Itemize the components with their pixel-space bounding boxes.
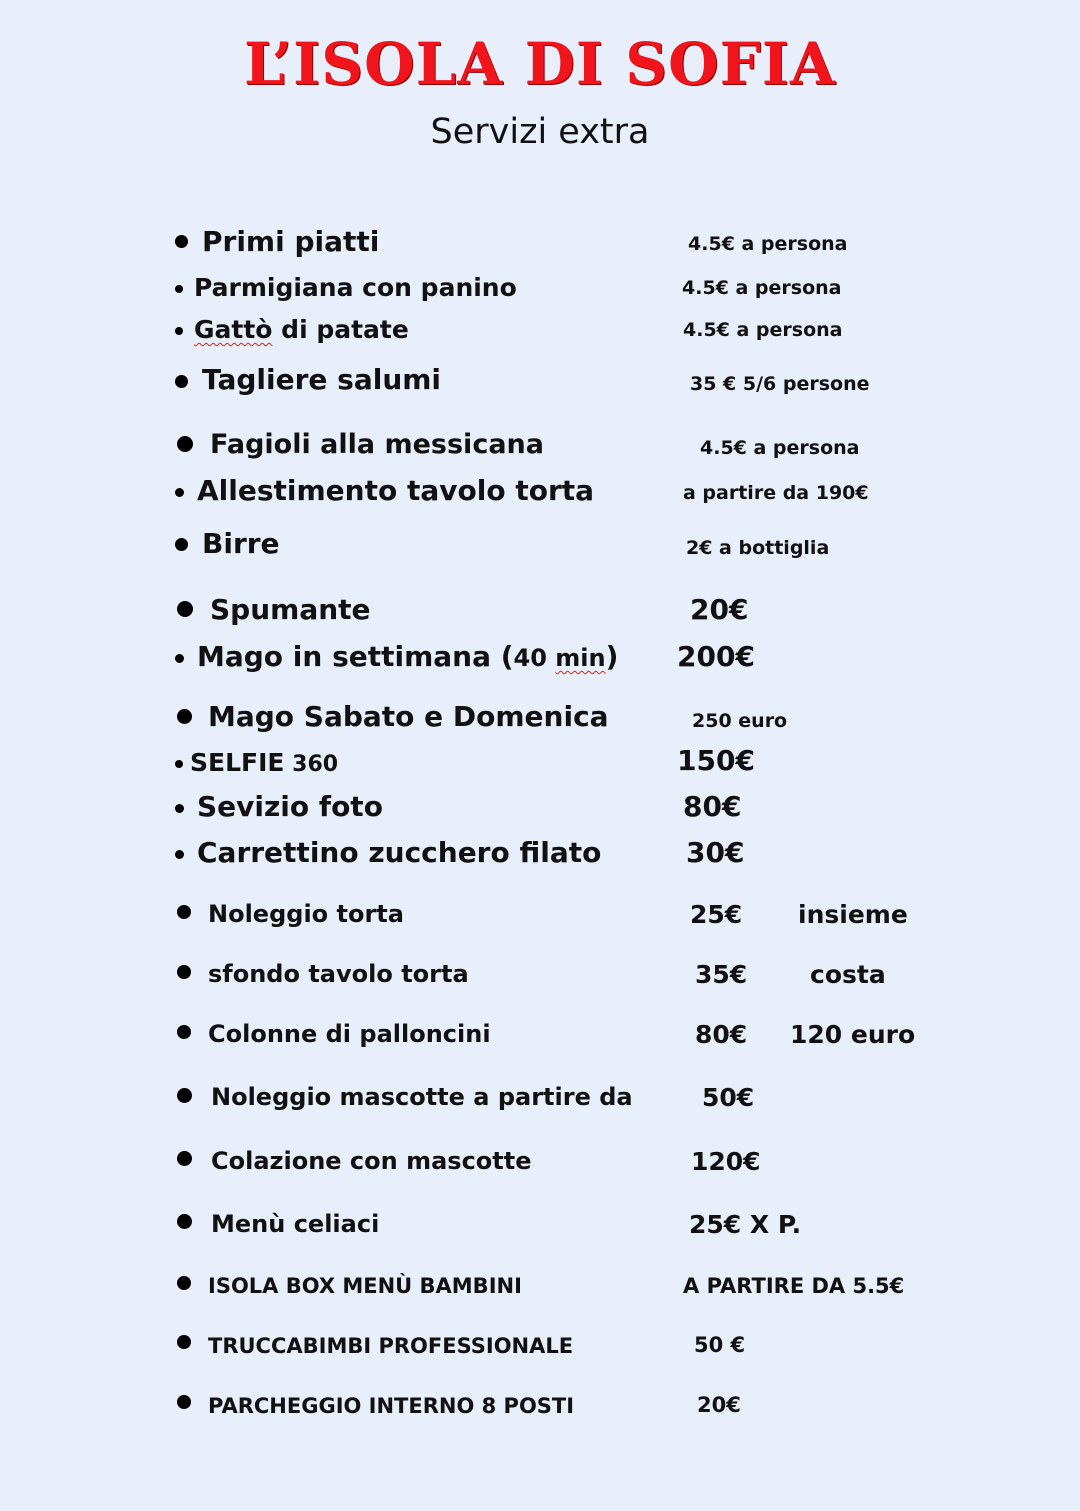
list-item bbox=[0, 1143, 1080, 1183]
item-label: Birre bbox=[202, 527, 280, 560]
list-item bbox=[0, 744, 1080, 784]
page-subtitle: Servizi extra bbox=[430, 112, 650, 152]
item-note: costa bbox=[810, 960, 886, 989]
bullet-icon bbox=[175, 538, 188, 551]
bullet-icon bbox=[177, 601, 193, 617]
item-price: A PARTIRE DA 5.5€ bbox=[683, 1274, 905, 1298]
item-label: Allestimento tavolo torta bbox=[197, 474, 595, 507]
item-label: PARCHEGGIO INTERNO 8 POSTI bbox=[208, 1394, 575, 1418]
item-label-part: ) bbox=[605, 640, 619, 673]
item-price: 250 euro bbox=[692, 710, 788, 732]
item-label: TRUCCABIMBI PROFESSIONALE bbox=[208, 1334, 574, 1358]
list-item bbox=[0, 222, 1080, 262]
item-label-part: min bbox=[555, 644, 606, 672]
item-price: 4.5€ a persona bbox=[683, 319, 843, 341]
item-label bbox=[194, 317, 409, 342]
item-price: 20€ bbox=[697, 1393, 741, 1417]
list-item bbox=[0, 592, 1080, 632]
item-price: 80€ bbox=[695, 1020, 748, 1049]
item-label: Carrettino zucchero filato bbox=[197, 836, 602, 869]
item-label: Menù celiaci bbox=[211, 1210, 380, 1238]
item-label: Noleggio torta bbox=[208, 900, 404, 928]
item-price: 120€ bbox=[691, 1147, 761, 1176]
item-price: 200€ bbox=[677, 640, 755, 673]
item-label: ISOLA BOX MENÙ BAMBINI bbox=[208, 1274, 522, 1298]
item-price: 80€ bbox=[683, 790, 742, 823]
list-item bbox=[0, 1268, 1080, 1308]
bullet-icon bbox=[177, 1025, 191, 1039]
item-price: 25€ bbox=[690, 900, 743, 929]
item-label bbox=[190, 750, 338, 776]
list-item bbox=[0, 312, 1080, 352]
bullet-icon bbox=[175, 327, 183, 335]
item-price: a partire da 190€ bbox=[683, 482, 869, 504]
item-label bbox=[197, 640, 619, 673]
item-note: insieme bbox=[798, 900, 908, 929]
item-price: 20€ bbox=[690, 593, 749, 626]
item-price: 150€ bbox=[677, 744, 755, 777]
bullet-icon bbox=[175, 760, 183, 768]
list-item bbox=[0, 1206, 1080, 1246]
item-label: sfondo tavolo torta bbox=[208, 960, 469, 988]
bullet-icon bbox=[177, 709, 192, 724]
list-item bbox=[0, 957, 1080, 997]
item-price: 50€ bbox=[702, 1083, 755, 1112]
item-label-part: Gattò bbox=[194, 315, 273, 344]
item-label: Parmigiana con panino bbox=[194, 273, 517, 302]
bullet-icon bbox=[175, 804, 184, 813]
bullet-icon bbox=[175, 375, 188, 388]
bullet-icon bbox=[177, 1276, 191, 1290]
bullet-icon bbox=[175, 850, 184, 859]
item-price: 4.5€ a persona bbox=[688, 233, 848, 255]
item-price: 50 € bbox=[694, 1333, 746, 1357]
bullet-icon bbox=[175, 488, 184, 497]
item-price: 4.5€ a persona bbox=[700, 437, 860, 459]
bullet-icon bbox=[175, 235, 188, 248]
item-label: Noleggio mascotte a partire da bbox=[211, 1083, 633, 1111]
page-title: L’ISOLA DI SOFIA bbox=[244, 30, 836, 98]
item-label-part: 360 bbox=[284, 752, 339, 777]
bullet-icon bbox=[175, 654, 184, 663]
item-label: Tagliere salumi bbox=[202, 363, 442, 396]
bullet-icon bbox=[177, 436, 193, 452]
list-item bbox=[0, 473, 1080, 513]
bullet-icon bbox=[177, 1151, 192, 1166]
item-label-part: di patate bbox=[272, 315, 409, 344]
bullet-icon bbox=[177, 1335, 191, 1349]
item-price: 2€ a bottiglia bbox=[686, 537, 830, 559]
item-price: 4.5€ a persona bbox=[682, 277, 842, 299]
item-label: Fagioli alla messicana bbox=[210, 429, 544, 460]
list-item bbox=[0, 700, 1080, 740]
list-item bbox=[0, 639, 1080, 679]
list-item bbox=[0, 1017, 1080, 1057]
list-item bbox=[0, 362, 1080, 402]
list-item bbox=[0, 835, 1080, 875]
bullet-icon bbox=[177, 1088, 192, 1103]
item-label: Sevizio foto bbox=[197, 790, 383, 823]
item-price: 35€ bbox=[695, 960, 748, 989]
item-price: 35 € 5/6 persone bbox=[690, 373, 870, 395]
item-label: Primi piatti bbox=[202, 225, 380, 258]
list-item bbox=[0, 527, 1080, 567]
item-label: Colazione con mascotte bbox=[211, 1147, 532, 1175]
item-price: 25€ X P. bbox=[689, 1210, 802, 1239]
item-label-part: SELFIE bbox=[190, 748, 285, 777]
list-item bbox=[0, 1080, 1080, 1120]
bullet-icon bbox=[177, 1395, 191, 1409]
item-label: Mago Sabato e Domenica bbox=[208, 700, 609, 733]
item-label: Spumante bbox=[210, 593, 371, 626]
list-item bbox=[0, 897, 1080, 937]
list-item bbox=[0, 270, 1080, 310]
list-item bbox=[0, 1387, 1080, 1427]
bullet-icon bbox=[177, 965, 191, 979]
item-label-part: 40 bbox=[513, 644, 556, 672]
item-note: 120 euro bbox=[790, 1020, 916, 1049]
bullet-icon bbox=[177, 905, 191, 919]
bullet-icon bbox=[177, 1214, 192, 1229]
list-item bbox=[0, 427, 1080, 467]
item-price: 30€ bbox=[686, 836, 745, 869]
list-item bbox=[0, 1327, 1080, 1367]
item-label: Colonne di palloncini bbox=[208, 1020, 491, 1048]
list-item bbox=[0, 789, 1080, 829]
bullet-icon bbox=[175, 285, 183, 293]
item-label-part: Mago in settimana ( bbox=[197, 640, 514, 673]
